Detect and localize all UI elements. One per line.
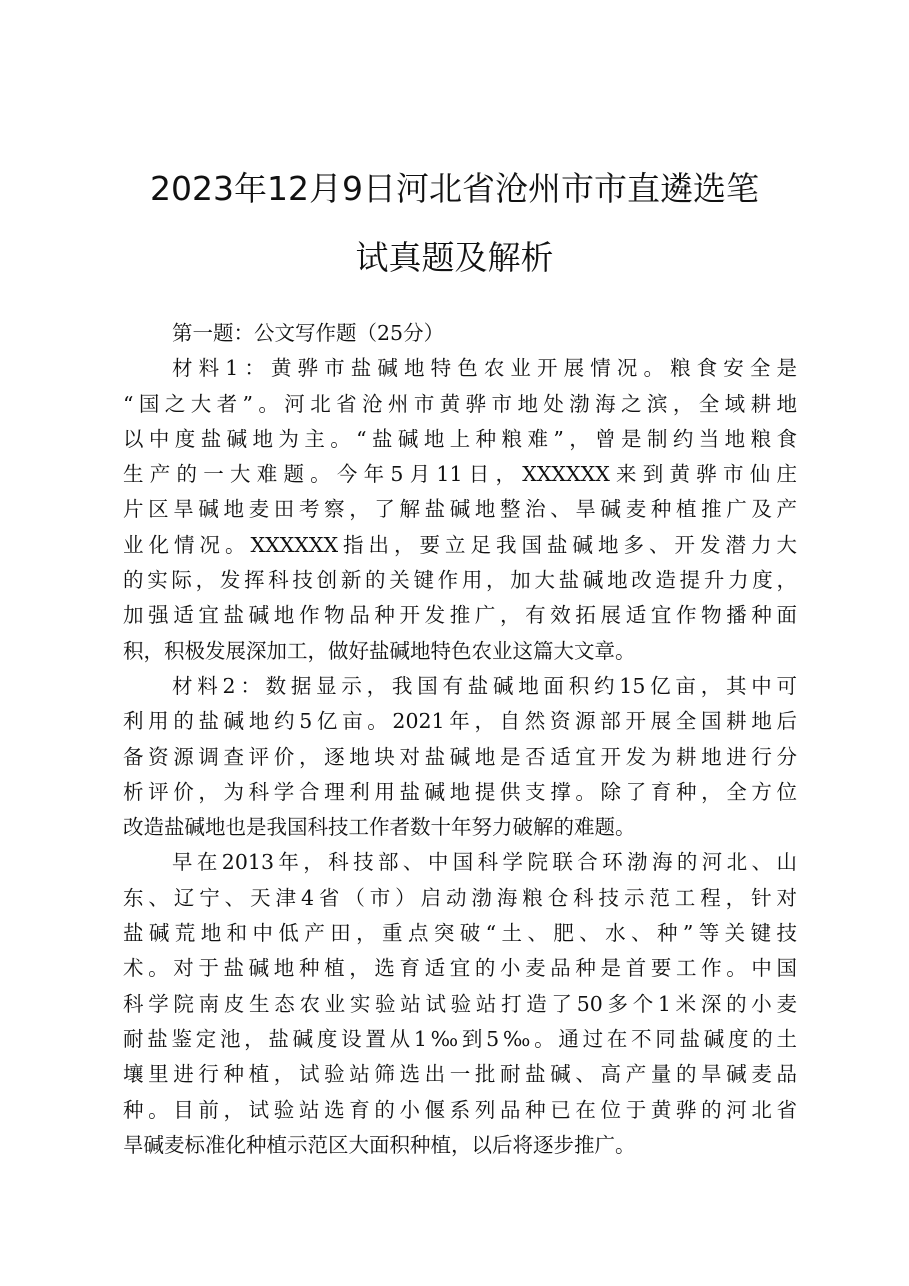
paragraph-line: 改造盐碱地也是我国科技工作者数十年努力破解的难题。 [123, 815, 636, 840]
document-title-line-2: 试真题及解析 [355, 238, 554, 277]
paragraph-line: 生产的一大难题。今年5月11日，XXXXXX来到黄骅市仙庄 [123, 462, 797, 487]
paragraph-line: 以中度盐碱地为主。“盐碱地上种粮难”，曾是制约当地粮食 [123, 426, 797, 451]
paragraph-line: 材料2：数据显示，我国有盐碱地面积约15亿亩，其中可 [172, 673, 797, 698]
paragraph-line: 科学院南皮生态农业实验站试验站打造了50多个1米深的小麦 [123, 991, 797, 1016]
paragraph-line: 早在2013年，科技部、中国科学院联合环渤海的河北、山 [172, 850, 797, 875]
paragraph-line: 业化情况。XXXXXX指出，要立足我国盐碱地多、开发潜力大 [123, 532, 797, 557]
paragraph-line: 析评价，为科学合理利用盐碱地提供支撑。除了育种，全方位 [123, 779, 797, 804]
paragraph-line: 加强适宜盐碱地作物品种开发推广，有效拓展适宜作物播种面 [123, 603, 797, 628]
paragraph-line: 材料1：黄骅市盐碱地特色农业开展情况。粮食安全是 [172, 356, 797, 381]
paragraph-line: 片区旱碱地麦田考察，了解盐碱地整治、旱碱麦种植推广及产 [123, 497, 797, 522]
paragraph-line: 第一题：公文写作题（25分） [172, 321, 445, 345]
document-body [123, 316, 797, 1163]
paragraph-line: 旱碱麦标准化种植示范区大面积种植，以后将逐步推广。 [123, 1132, 636, 1157]
paragraph-line: 耐盐鉴定池，盐碱度设置从1‰到5‰。通过在不同盐碱度的土 [123, 1026, 797, 1051]
paragraph-line: 的实际，发挥科技创新的关键作用，加大盐碱地改造提升力度， [123, 568, 797, 593]
paragraph-line: 术。对于盐碱地种植，选育适宜的小麦品种是首要工作。中国 [123, 956, 797, 981]
paragraph-line: 壤里进行种植，试验站筛选出一批耐盐碱、高产量的旱碱麦品 [123, 1062, 797, 1087]
paragraph-line: 盐碱荒地和中低产田，重点突破“土、肥、水、种”等关键技 [123, 921, 797, 946]
paragraph-line: 积，积极发展深加工，做好盐碱地特色农业这篇大文章。 [123, 638, 636, 663]
document-title-line-1: 2023年12月9日河北省沧州市市直遴选笔 [150, 169, 759, 208]
paragraph-line: “国之大者”。河北省沧州市黄骅市地处渤海之滨，全域耕地 [123, 391, 797, 416]
paragraph-line: 备资源调查评价，逐地块对盐碱地是否适宜开发为耕地进行分 [123, 744, 797, 769]
paragraph-line: 利用的盐碱地约5亿亩。2021年，自然资源部开展全国耕地后 [123, 709, 797, 734]
paragraph-line: 东、辽宁、天津4省（市）启动渤海粮仓科技示范工程，针对 [123, 885, 797, 910]
paragraph-line: 种。目前，试验站选育的小偃系列品种已在位于黄骅的河北省 [123, 1097, 797, 1122]
